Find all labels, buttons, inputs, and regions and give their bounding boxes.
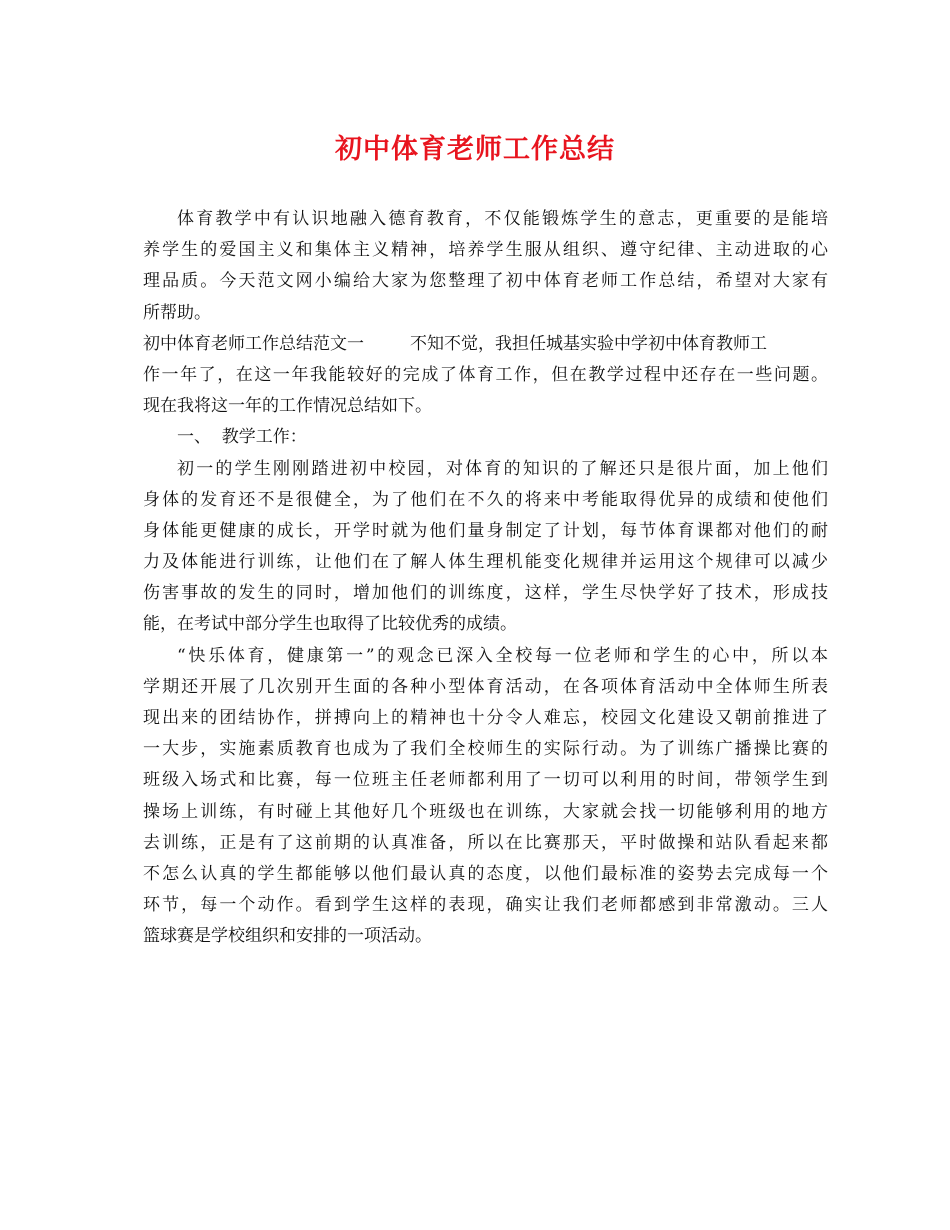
text-line: 理品质。今天范文网小编给大家为您整理了初中体育老师工作总结，希望对大家有 (143, 271, 828, 292)
text-line: 力及体能进行训练，让他们在了解人体生理机能变化规律并运用这个规律可以减少 (143, 552, 828, 573)
text-line: 一大步，实施素质教育也成为了我们全校师生的实际行动。为了训练广播操比赛的 (143, 739, 828, 760)
text-line: 身体的发育还不是很健全，为了他们在不久的将来中考能取得优异的成绩和使他们 (143, 489, 828, 510)
text-line: 不怎么认真的学生都能够以他们最认真的态度，以他们最标准的姿势去完成每一个 (143, 863, 828, 884)
text-line: 伤害事故的发生的同时，增加他们的训练度，这样，学生尽快学好了技术，形成技 (143, 583, 828, 604)
text-line: 班级入场式和比赛，每一位班主任老师都利用了一切可以利用的时间，带领学生到 (143, 770, 828, 791)
section-subheading: 一、 教学工作： (177, 427, 307, 448)
text-line: 去训练，正是有了这前期的认真准备，所以在比赛那天，平时做操和站队看起来都 (143, 832, 828, 853)
text-line: 初一的学生刚刚踏进初中校园，对体育的知识的了解还只是很片面，加上他们 (177, 458, 828, 479)
text-line: “快乐体育，健康第一”的观念已深入全校每一位老师和学生的心中，所以本 (177, 645, 828, 666)
text-line: 能，在考试中部分学生也取得了比较优秀的成绩。 (143, 614, 517, 635)
text-line: 养学生的爱国主义和集体主义精神，培养学生服从组织、遵守纪律、主动进取的心 (143, 240, 828, 261)
document-body (143, 204, 828, 953)
section-heading: 初中体育老师工作总结范文一 (143, 333, 364, 354)
text-line: 环节，每一个动作。看到学生这样的表现，确实让我们老师都感到非常激动。三人 (143, 895, 828, 916)
text-line-tail: 不知不觉，我担任城基实验中学初中体育教师工 (410, 333, 767, 354)
text-line-with-heading (143, 329, 828, 360)
text-line: 操场上训练，有时碰上其他好几个班级也在训练，大家就会找一切能够利用的地方 (143, 801, 828, 822)
text-line: 现在我将这一年的工作情况总结如下。 (143, 396, 432, 417)
text-line: 所帮助。 (143, 302, 211, 323)
document-title: 初中体育老师工作总结 (335, 134, 615, 165)
text-line: 作一年了，在这一年我能较好的完成了体育工作，但在教学过程中还存在一些问题。 (143, 364, 828, 385)
text-line: 体育教学中有认识地融入德育教育，不仅能锻炼学生的意志，更重要的是能培 (177, 209, 828, 229)
text-line: 学期还开展了几次别开生面的各种小型体育活动，在各项体育活动中全体师生所表 (143, 676, 828, 697)
text-line: 身体能更健康的成长，开学时就为他们量身制定了计划，每节体育课都对他们的耐 (143, 520, 828, 541)
text-line: 篮球赛是学校组织和安排的一项活动。 (143, 926, 432, 947)
text-line: 现出来的团结协作，拼搏向上的精神也十分令人难忘，校园文化建设又朝前推进了 (143, 708, 828, 728)
